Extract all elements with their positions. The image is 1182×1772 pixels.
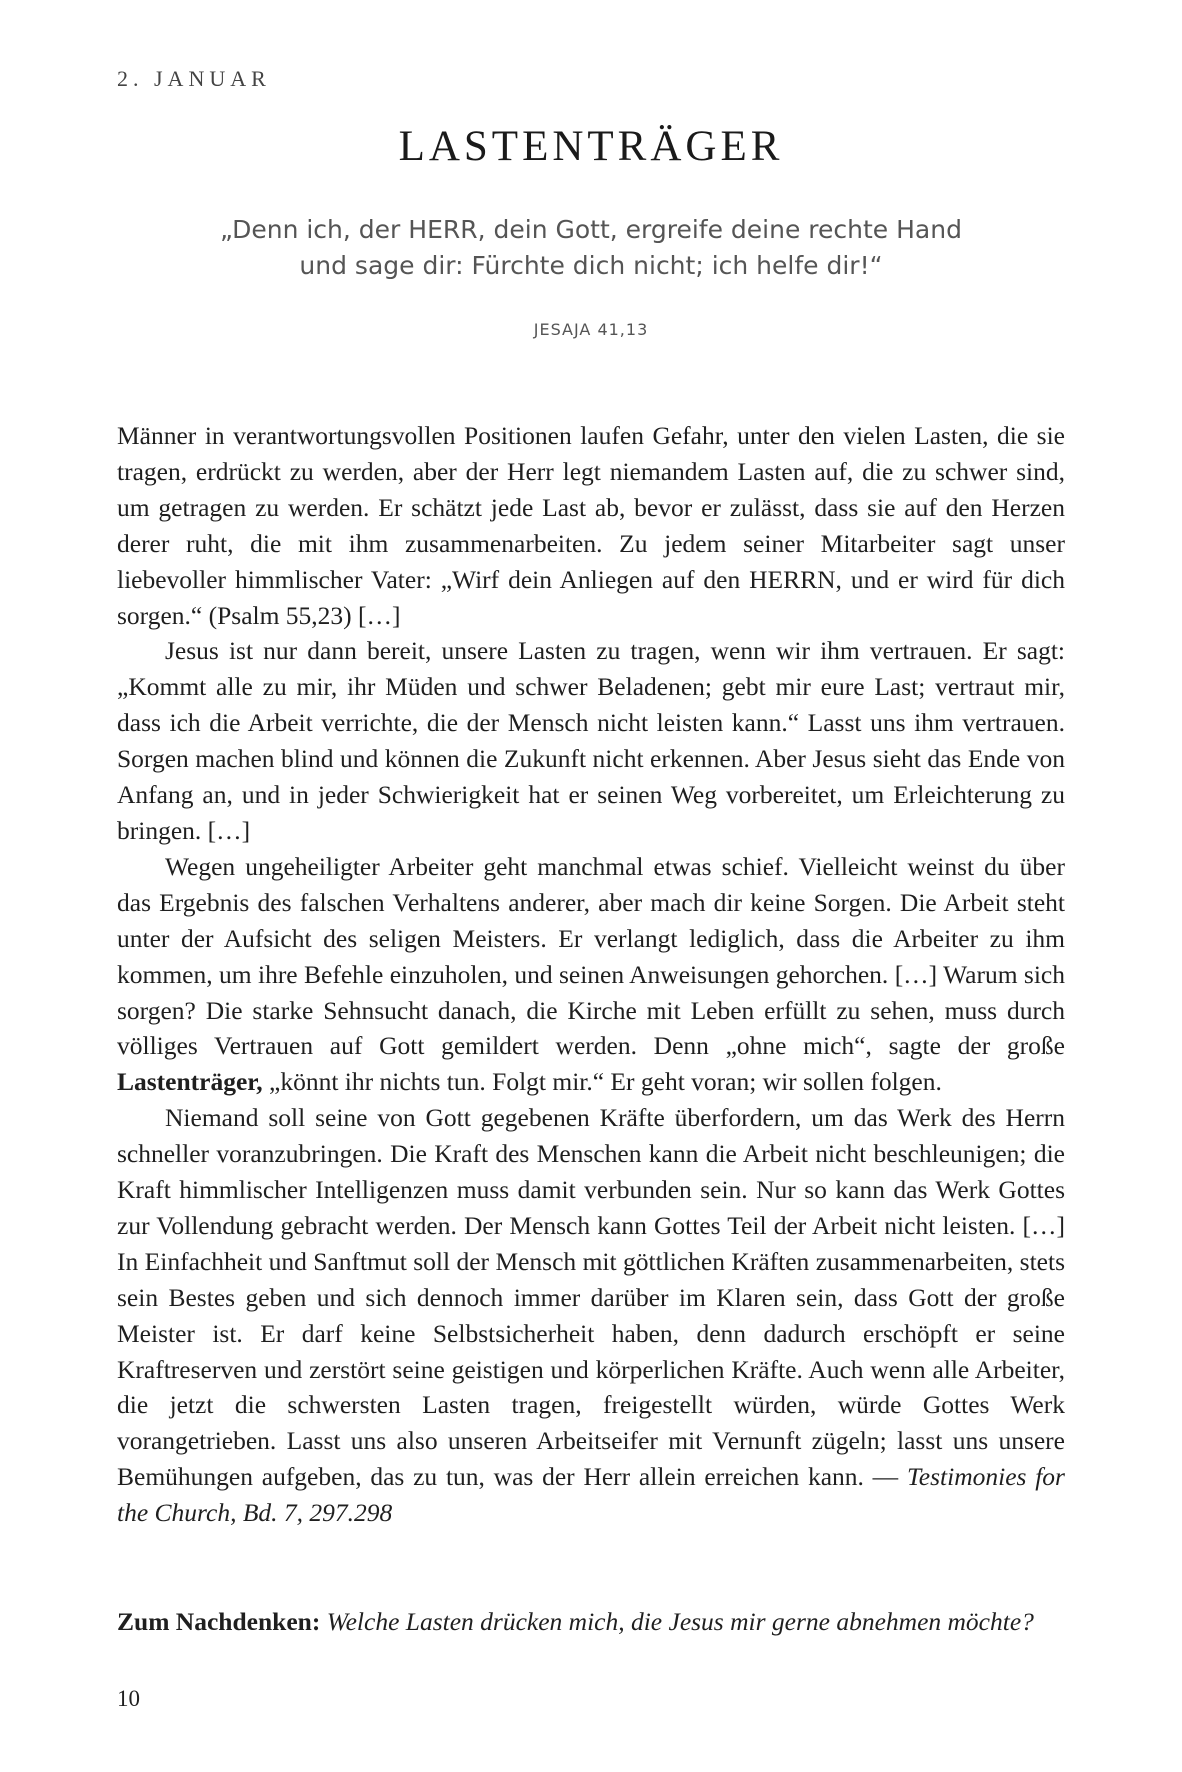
paragraph-4 bbox=[117, 1100, 1065, 1531]
reflection-prompt bbox=[117, 1604, 1065, 1640]
paragraph-3-text-b: „könnt ihr nichts tun. Folgt mir.“ Er geht voran; wir sollen folgen. bbox=[262, 1067, 942, 1097]
body-text bbox=[117, 418, 1065, 1531]
verse-reference: JESAJA 41,13 bbox=[533, 320, 649, 339]
paragraph-3 bbox=[117, 849, 1065, 1100]
verse-line-1: „Denn ich, der HERR, dein Gott, ergreife deine rechte Hand bbox=[220, 215, 962, 244]
page-number: 10 bbox=[117, 1686, 140, 1711]
paragraph-4-text: Niemand soll seine von Gott gegebenen Kräfte überfordern, um das Werk des Herrn schneller voranzubringen. Die Kraft des Menschen kann die Arbeit nicht beschleunigen; die Kraft himmlischer Intelligenzen muss damit verbunden sein. Nur so kann das Werk Gottes zur Vollendung gebracht werden. Der Mensch kann Gottes Teil der Arbeit nicht leisten. […] In Einfachheit und Sanftmut soll der Mensch mit göttlichen Kräften zusammenarbeiten, stets sein Bestes geben und sich dennoch immer darüber im Klaren sein, dass Gott der große Meister ist. Er darf keine Selbstsicherheit haben, denn dadurch erschöpft er seine Kraftreserven und zerstört seine geistigen und körperlichen Kräfte. Auch wenn alle Arbeiter, die jetzt die schwersten Lasten tragen, freigestellt würden, würde Gottes Werk vorangetrieben. Lasst uns also unseren Arbeitseifer mit Vernunft zügeln; lasst uns unsere Bemühungen aufgeben, das zu tun, was der Herr allein erreichen kann. — bbox=[117, 1103, 1065, 1492]
bold-keyword: Lastenträger, bbox=[117, 1067, 263, 1097]
paragraph-3-text-a: Wegen ungeheiligter Arbeiter geht manchmal etwas schief. Vielleicht weinst du über das Ergebnis des falschen Verhaltens anderer, aber mach dir keine Sorgen. Die Arbeit steht unter der Aufsicht des seligen Meisters. Er verlangt lediglich, dass die Arbeiter zu ihm kommen, um ihre Befehle einzuholen, und seinen Anweisungen gehorchen. […] Warum sich sorgen? Die starke Sehnsucht danach, die Kirche mit Leben erfüllt zu sehen, muss durch völliges Vertrauen auf Gott gemildert werden. Denn „ohne mich“, sagte der große bbox=[117, 851, 1065, 1061]
bible-verse bbox=[160, 212, 1022, 284]
date-heading: 2. JANUAR bbox=[117, 66, 271, 91]
paragraph-1: Männer in verantwortungsvollen Positionen laufen Gefahr, unter den vielen Lasten, die sie tragen, erdrückt zu werden, aber der Herr legt niemandem Lasten auf, die zu schwer sind, um getragen zu werden. Er schätzt jede Last ab, bevor er zulässt, dass sie auf den Herzen derer ruht, die mit ihm zusammenarbeiten. Zu jedem seiner Mitarbeiter sagt unser liebevoller himmlischer Vater: „Wirf dein Anliegen auf den HERRN, und er wird für dich sorgen.“ (Psalm 55,23) […] bbox=[117, 421, 1065, 630]
paragraph-2: Jesus ist nur dann bereit, unsere Lasten zu tragen, wenn wir ihm vertrauen. Er sagt: „Kommt alle zu mir, ihr Müden und schwer Beladenen; gebt mir eure Last; vertraut mir, dass ich die Arbeit verrichte, die der Mensch nicht leisten kann.“ Lasst uns ihm vertrauen. Sorgen machen blind und können die Zukunft nicht erkennen. Aber Jesus sieht das Ende von Anfang an, und in jeder Schwierigkeit hat er seinen Weg vorbereitet, um Erleichterung zu bringen. […] bbox=[117, 636, 1065, 845]
reflection-label: Zum Nachdenken: bbox=[117, 1607, 321, 1636]
page-title: LASTENTRÄGER bbox=[398, 123, 784, 170]
verse-line-2: und sage dir: Fürchte dich nicht; ich helfe dir!“ bbox=[299, 251, 883, 280]
source-citation: Testimonies for the Church, Bd. 7, 297.298 bbox=[117, 1462, 1065, 1528]
reflection-question: Welche Lasten drücken mich, die Jesus mir gerne abnehmen möchte? bbox=[326, 1607, 1034, 1636]
